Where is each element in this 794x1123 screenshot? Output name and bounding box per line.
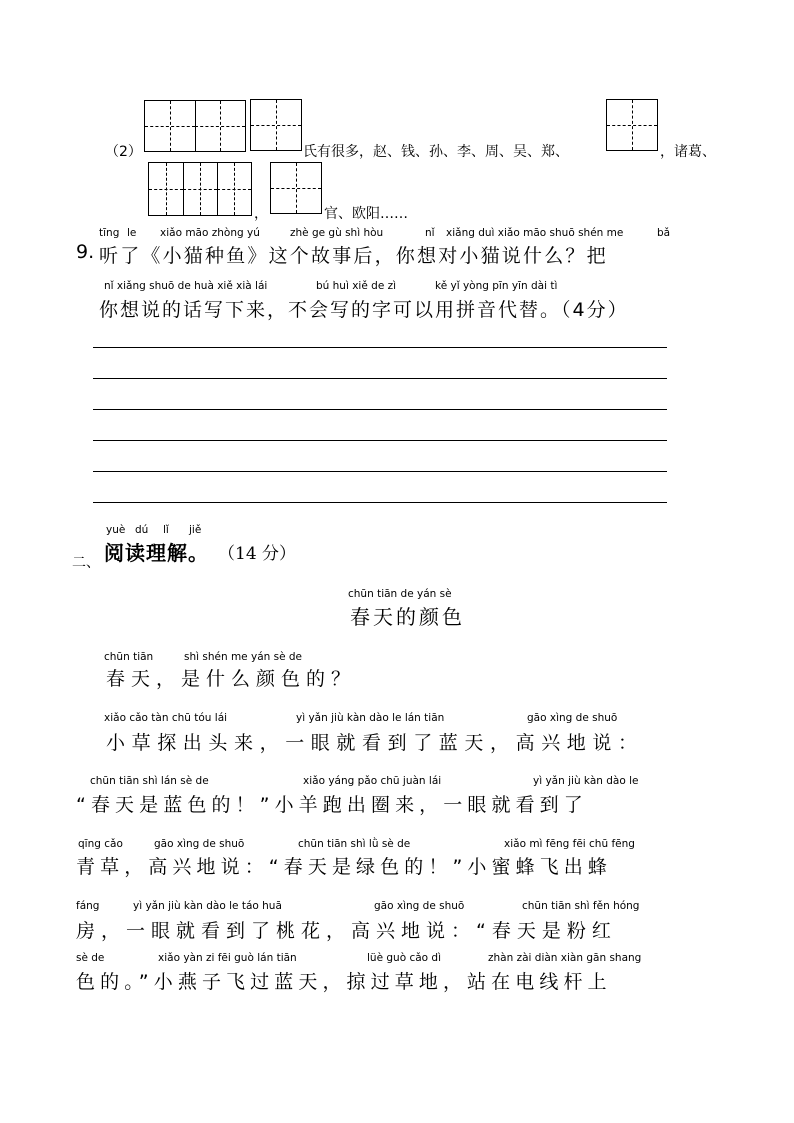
answer-cell[interactable] [195,101,245,151]
q9-number: 9. [76,241,95,263]
passage-pinyin: shì shén me yán sè de [184,651,303,663]
q2-text-b: ，诸葛、 [660,144,716,160]
passage-pinyin: lüè guò cǎo dì [367,952,442,964]
q2-text-d: 官、欧阳…… [324,206,408,222]
passage-line: 小草探出头来，一眼就看到了蓝天，高兴地说： [106,732,644,754]
writing-line[interactable] [93,347,667,348]
answer-box-surname-1[interactable] [250,99,302,151]
answer-box-surname-3[interactable] [270,162,322,214]
q9-question-line-1: 听了《小猫种鱼》这个故事后，你想对小猫说什么？把 [99,245,608,267]
passage-pinyin: chūn tiān shì lán sè de [90,775,209,787]
section-title: 阅读理解。 [104,541,209,565]
answer-cell[interactable] [183,163,217,215]
q9-pinyin: bǎ [657,227,671,239]
section-pinyin: dú [135,524,149,536]
q9-pinyin: le [127,227,137,239]
passage-pinyin: chūn tiān [104,651,154,663]
answer-cell[interactable] [149,163,183,215]
passage-pinyin: gāo xìng de shuō [374,900,465,912]
passage-pinyin: qīng cǎo [78,838,123,850]
passage-pinyin: xiǎo yáng pǎo chū juàn lái [303,775,442,787]
section-score: （14 分） [218,544,297,564]
passage-pinyin: xiǎo cǎo tàn chū tóu lái [104,712,228,724]
writing-line[interactable] [93,378,667,379]
section-pinyin: jiě [189,524,202,536]
passage-line: “春天是蓝色的！”小羊跑出圈来，一眼就看到了 [76,794,588,816]
passage-pinyin: xiǎo mì fēng fēi chū fēng [504,838,635,850]
passage-title-pinyin: chūn tiān de yán sè [348,588,452,600]
writing-line[interactable] [93,471,667,472]
passage-pinyin: yì yǎn jiù kàn dào le táo huā [133,900,282,912]
passage-pinyin: fáng [76,900,100,912]
passage-pinyin: gāo xìng de shuō [154,838,245,850]
section-number: 二、 [72,555,100,571]
q9-pinyin: tīng [99,227,120,239]
q9-pinyin: nǐ [425,227,435,239]
passage-line: 青草，高兴地说：“春天是绿色的！”小蜜蜂飞出蜂 [76,856,612,878]
q2-text-c: ， [254,206,268,222]
writing-line[interactable] [93,502,667,503]
q9-question-line-2: 你想说的话写下来，不会写的字可以用拼音代替。（4分） [99,299,629,321]
q9-pinyin: kě yǐ yòng pīn yīn dài tì [435,280,558,292]
passage-pinyin: zhàn zài diàn xiàn gān shang [488,952,642,964]
q9-pinyin: bú huì xiě de zì [316,280,397,292]
answer-cell[interactable] [217,163,251,215]
answer-box-compound-surname-2[interactable] [148,162,252,216]
passage-pinyin: chūn tiān shì fěn hóng [522,900,640,912]
writing-line[interactable] [93,440,667,441]
passage-line: 房，一眼就看到了桃花，高兴地说：“春天是粉红 [76,920,617,942]
answer-cell[interactable] [145,101,195,151]
q9-pinyin: nǐ xiǎng shuō de huà xiě xià lái [104,280,268,292]
passage-line: 春天，是什么颜色的？ [106,668,357,690]
passage-pinyin: xiǎo yàn zi fēi guò lán tiān [158,952,297,964]
passage-pinyin: yì yǎn jiù kàn dào le [533,775,639,787]
passage-title: 春天的颜色 [350,605,465,629]
passage-pinyin: yì yǎn jiù kàn dào le lán tiān [296,712,445,724]
q2-text-a: 氏有很多，赵、钱、孙、李、周、吴、郑、 [303,144,569,160]
passage-line: 色的。”小燕子飞过蓝天，掠过草地，站在电线杆上 [76,971,612,993]
answer-box-surname-2[interactable] [606,99,658,151]
writing-line[interactable] [93,409,667,410]
q2-label: （2） [105,144,142,160]
q9-pinyin: xiǎng duì xiǎo māo shuō shén me [446,227,624,239]
answer-box-compound-surname-1[interactable] [144,100,246,152]
passage-pinyin: gāo xìng de shuō [527,712,618,724]
passage-pinyin: sè de [76,952,105,964]
section-pinyin: lǐ [163,524,169,536]
q9-pinyin: zhè ge gù shì hòu [290,227,384,239]
section-pinyin: yuè [106,524,126,536]
q9-pinyin: xiǎo māo zhòng yú [160,227,260,239]
passage-pinyin: chūn tiān shì lǜ sè de [298,838,411,850]
